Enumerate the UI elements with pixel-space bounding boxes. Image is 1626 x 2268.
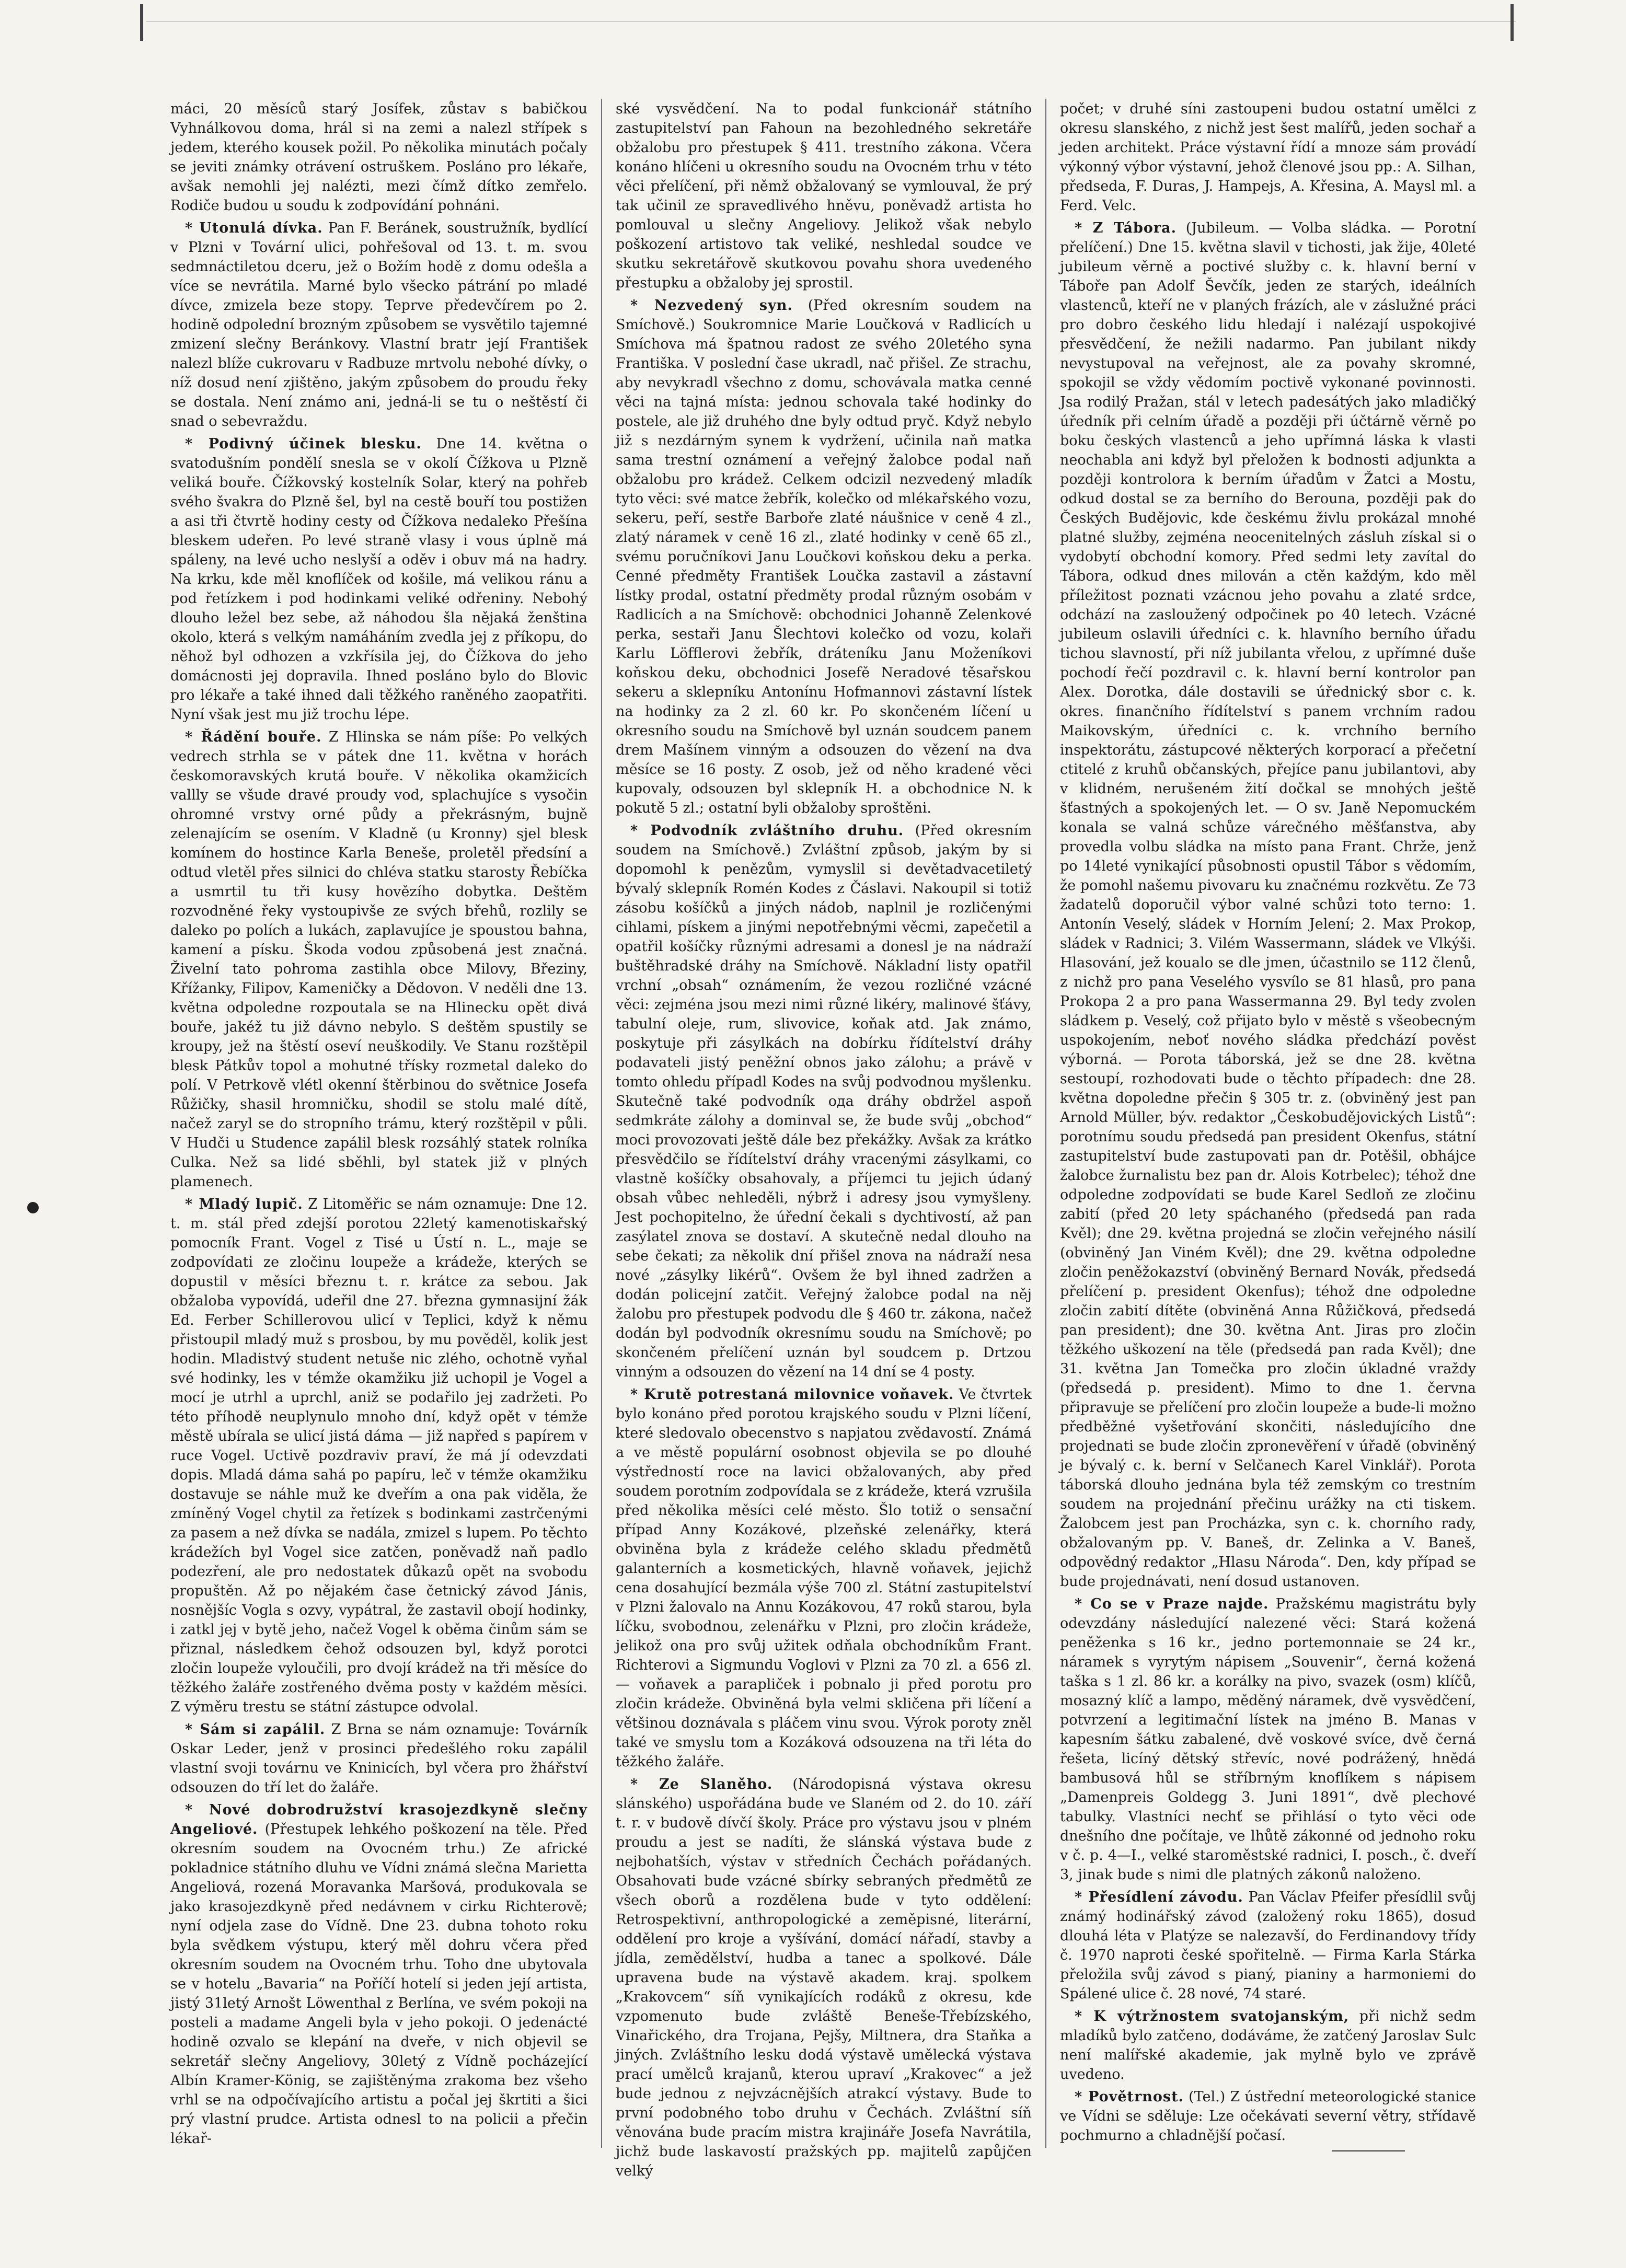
article-text: při nichž sedm mladíků bylo zatčeno, dodáváme, že zatčený Jaroslav Sulc není malířské akademie, jak mylně bylo ve zprávě uvedeno. [1060, 2008, 1476, 2082]
article-paragraph [616, 1775, 1032, 2181]
article-text: Dne 14. května o svatodušním pondělí snesla se v okolí Čížkova u Plzně veliká bouře. Čížkovský kostelník Solar, který na pohřeb svého švakra do Plzně šel, byl na cestě bouří tou postižen a asi tři čtvrtě hodiny cesty od Čížkova nedaleko Přešína bleskem udeřen. Po levé straně vlasy i vous úplně má spáleny, na levé ucho neslyší a oděv i obuv má na hadry. Na krku, kde měl knoflíček od košile, má velikou ránu a pod řetízkem i pod hodinkami veliké odřeniny. Nebohý dlouho ležel bez sebe, až náhodou šla nějaká ženština okolo, která s velkým namáháním zvedla jej z příkopu, do něhož byl odhozen a vzkřísila jej, do Čížkova do jeho domácnosti jej dopravila. Ihned posláno bylo do Blovic pro lékaře a také ihned dali těžkého raněného zaopatřiti. Nyní však jest mu již trochu lépe. [170, 436, 587, 723]
article-text: Z Litoměřic se nám oznamuje: Dne 12. t. m. stál před zdejší porotou 22letý kamenotiskařský pomocník Frant. Vogel z Tisé u Ústí n. L., maje se zodpovídati ze zločinu loupeže a krádeže, kterých se dopustil v měsíci březnu t. r. krátce za sebou. Jak obžaloba vypovídá, udeřil dne 27. března gymnasijní žák Ed. Ferber Schillerovou ulicí v Teplici, když k němu přistoupil mladý muž s prosbou, by mu pověděl, kolik jest hodin. Mladistvý student netuše nic zlého, ochotně vyňal své hodinky, les v témže okamžiku již uchopil je Vogel a mocí je utrhl a uprchl, aniž se podařilo jej zadržeti. Po této příhodě neuplynulo mnoho dní, když opět v témže městě ubírala se ulicí jistá dáma — již napřed s papírem v ruce Vogel. Uctivě pozdraviv praví, že má jí odevzdati dopis. Mladá dáma sahá po papíru, leč v témže okamžiku dostavuje se náhle muž ke dveřím a ona pak viděla, že zmíněný Vogel chytil za řetízek s bodinkami zastrčenými za pasem a než dívka se nadála, zmizel s lupem. Po těchto krádežích byl Vogel sice zatčen, poněvadž naň padlo podezření, ale pro nedostatek důkazů opět na svobodu propuštěn. Až po nějakém čase četnický závod Jánis, nosnějšíc Vogla s ozvy, vypátral, že zastavil obojí hodinky, i zatkl jej v bytě jeho, načež Vogel k oběma činům sám se přiznal, následkem čehož odsouzen byl, když porotci zločin loupeže vyloučili, pro dvojí krádež na tři měsíce do těžkého žaláře zostřeného dvěma posty v každém měsíci. Z výměru trestu se státní zástupce odvolal. [170, 1196, 587, 1715]
article-text: Pan F. Beránek, soustružník, bydlící v Plzni v Tovární ulici, pohřešoval od 13. t. m. svou sedmnáctiletou dceru, jež o Božím hodě z domu odešla a více se nevrátila. Marné bylo všecko pátrání po mladé dívce, zmizela beze stopy. Teprve předevčírem po 2. hodině odpolední brozným způsobem se vysvětilo tajemné zmizení slečny Beránkovy. Vlastní bratr její František nalezl blíže cukrovaru v Radbuze mrtvolu nebohé dívky, o níž dosud není zjištěno, jakým způsobem do proudu řeky se dostala. Není známo ani, jedná-li se tu o neštěstí či snad o sebevraždu. [170, 220, 587, 430]
article-heading: * Nezvedený syn. [630, 297, 793, 314]
article-text: (Před okresním soudem na Smíchově.) Zvláštní způsob, jakým by si dopomohl k penězům, vymyslil si devětadvacetiletý bývalý sklepník Romén Kodes z Čáslavi. Nakoupil si totiž zásobu košíčků a jiných nádob, naplnil je rozličenými cihlami, pískem a jinými nepotřebnými věcmi, zapečetil a opatřil košíčky různými adresami a donesl je na nádraží buštěhradské dráhy na Smíchově. Nákladní listy opatřil vrchní „obsah“ oznámením, že vezou rozličné vzácné věci: zejména jsou mezi nimi různé likéry, malinové šťávy, tabulní oleje, rum, slivovice, koňak atd. Jak známo, poskytuje při zásylkách na dobírku řídítelství dráhy podavateli jistý peněžní obnos jako zálohu; a právě v tomto ohledu případl Kodes na svůj podvodnou myšlenku. Skutečně také podvodník ода dráhy obdržel aspoň sedmkráte zálohy a dominval se, že bude svůj „obchod“ moci provozovati ještě dále bez překážky. Avšak za krátko přesvědčilo se řídítelství dráhy vracenými zásylkami, co vlastně košíčky obsahovaly, a příjemci tu jejich údaný obsah vůbec nehleděli, nýbrž i adresy jsou vymyšleny. Jest pochopitelno, že úřední čekali s dychtivostí, až pan zasýlatel znova se dostaví. A skutečně nedal dlouho na sebe čekati; za několik dní přišel znova na nádraží nesa nové „zásylky likérů“. Ovšem že byl ihned zadržen a dodán policejní zatčit. Veřejný žalobce podal na něj žalobu pro přestupek podvodu dle § 460 tr. zákona, načež dodán byl podvodník okresnímu soudu na Smíchově; po skončeném přelíčení uznán byl soudcem p. Drtzou vinným a odsouzen do vězení na 14 dní se 4 posty. [616, 823, 1032, 1380]
article-heading: * Přesídlení závodu. [1075, 1889, 1243, 1905]
article-paragraph [170, 1720, 587, 1797]
article-text: Z Hlinska se nám píše: Po velkých vedrech strhla se v pátek dne 11. května v horách českomoravských krutá bouře. V několika okamžicích vallly se všude dravé proudy vod, splachujíce s vysočin ohromné vrstvy orné půdy a překrásným, bujně zelenajícím se osením. V Kladně (u Kronny) sjel blesk komínem do hostince Karla Beneše, proletěl předsíní a odtud vletěl přes silnici do chlévа statku starosty Řebíčka a usmrtil tu tři kusy hovězího dobytka. Deštěm rozvodněné řeky vystoupivše ze svých břehů, rozlily se daleko po polích a lukách, zaplavujíce je spoustou bahna, kamení a písku. Škoda vodou způsobená jest značná. Živelní tato pohroma zastihla obce Milovy, Březiny, Křížanky, Filipov, Kameničky a Dědovon. V neděli dne 13. května odpoledne rozpoutala se na Hlinecku opět divá bouře, jakéž tu již dávno nebylo. S deštěm spustily se kroupy, jež na štěstí oseví neuškodily. Ve Stanu rozštěpil blesk Pátkův topol a mohutné třísky rozmetal daleko do polí. V Petrkově vlétl okenní štěrbinou do světnice Josefa Růžičky, shasil hromničku, shodil se stolu malé dítě, načež zaryl se do stropního trámu, který rozštěpil v půli. V Hudči u Studence zapálil blesk rozsáhlý statek rolníka Culka. Než sa lidé sběhli, byl statek již v plných plamenech. [170, 729, 587, 1190]
article-text: (Tel.) Z ústřední meteorologické stanice ve Vídni se sděluje: Lze očekávati severní větry, střídavě pochmurno a chladnější počasí. [1060, 2089, 1476, 2144]
article-heading: * Utonulá dívka. [185, 220, 323, 236]
article-paragraph [1060, 1594, 1476, 1884]
article-paragraph [170, 727, 587, 1191]
article-paragraph [1060, 218, 1476, 1591]
article-paragraph [170, 218, 587, 431]
article-heading: * Z Tábora. [1075, 220, 1177, 236]
column-3 [1045, 99, 1490, 2148]
article-paragraph [1060, 99, 1476, 215]
article-paragraph [1060, 2087, 1476, 2145]
article-heading: * Podivný účinek blesku. [185, 436, 422, 452]
article-paragraph [170, 1800, 587, 2148]
top-rule [146, 21, 1516, 22]
article-text: (Národopisná výstava okresu slánského) uspořádána bude ve Slaném od 2. do 10. září t. r. v budově dívčí školy. Práce pro výstavu jsou v plném proudu a jest se nadíti, že slánská výstava bude z nejbohatších, výstav v středních Čechách pořádaných. Obsahovati bude vzácné sbírky sebraných předmětů ze všech oborů a rozdělena bude v tyto oddělení: Retrospektivní, anthropologické a zeměpisné, literární, oddělení pro kroje a vyšívání, domácí nářadí, stavby a jídla, zemědělství, hudba a tanec a spolkové. Dále upravena bude na výstavě akadem. kraj. spolkem „Krakovcem“ síň vynikajících rodáků z okresu, kde vzpomenuto bude zvláště Beneše-Třebízského, Vinařického, dra Trojana, Pejšy, Miltnera, dra Staňka a jiných. Zvláštního lesku dodá výstavě umělecká výstava prací umělců krajanů, kterou upraví „Krakovec“ a jež bude jednou z nejvzácnějších atrakcí výstavy. Bude to první podobného tobo druhu v Čechách. Zvláštní síň věnována bude pracím mistra krajináře Josefa Navrátila, jichž bude laskavostí pražských pp. majitelů zapůjčen velký [616, 1776, 1032, 2179]
article-paragraph [170, 434, 587, 724]
article-heading: * Sám si zapálil. [185, 1721, 326, 1738]
article-heading: * Řádění bouře. [185, 729, 322, 745]
article-paragraph [1060, 2007, 1476, 2084]
article-paragraph [616, 1385, 1032, 1772]
article-heading: * Povětrnost. [1075, 2089, 1184, 2105]
article-text: počet; v druhé síni zastoupeni budou ostatní umělci z okresu slanského, z nichž jest šest malířů, jeden sochař a jeden architekt. Práce výstavní řídí a mnoze sám provádí výkonný výbor výstavní, jehož členové jsou pp.: A. Silhan, předseda, F. Duras, J. Hampejs, A. Křesina, A. Maysl ml. a Ferd. Velc. [1060, 101, 1476, 214]
article-heading: * Nové dobrodružství krasojezdkyně slečny Angeliové. [170, 1802, 587, 1837]
column-1 [157, 99, 601, 2148]
edge-mark [1510, 4, 1514, 41]
article-text: (Před okresním soudem na Smíchově.) Soukromnice Marie Loučková v Radlicích u Smíchova má špatnou radost ze svého 20letého synа Františka. V poslední čase ukradl, nač přišel. Ze strachu, aby nevykradl všechno z domu, schovávala matka cenné věci na tajná místa: jednou schovala také hodinky do postele, ale již druhého dne byly odtud pryč. Když nebylo již s nezdárným synem k vydržení, učinila naň matka sama trestní oznámení a veřejný žalobce podal naň obžalobu pro krádež. Celkem odcizil nezvedený mladík tyto věci: své matce žebřík, kolečko od mlékařského vozu, sekeru, peří, sestře Barboře zlaté náušnice v ceně 4 zl., zlatý náramek v ceně 16 zl., zlaté hodinky v ceně 65 zl., svému poručníkovi Janu Loučkovi koňskou deku a perka. Cenné předměty František Loučka zastavil a zástavní lístky prodal, ostatní předměty prodal různým osobám v Radlicích a na Smíchově: obchodnici Johanně Zelenkové perka, sestaři Janu Šlechtovi kolečko od vozu, kolaři Karlu Löfflerovi žebřík, dráteníku Janu Moženíkovi koňskou deku, obchodnici Josefě Neradové těsařskou sekeru a sklepníku Antonínu Hofmannovi zástavní lístek na hodinky za 2 zl. 60 kr. Po skončeném líčení u okresního soudu na Smíchově byl uznán soudcem panem drem Mašínem vinným a odsouzen do vězení na dva měsíce se 16 posty. Z osob, jež od něho kradené věci kupovaly, odsouzen byl sklepník H. a obchodnice N. k pokutě 5 zl.; ostatní byli obžaloby sproštěni. [616, 297, 1032, 816]
article-heading: * Ze Slaněho. [630, 1776, 773, 1792]
article-paragraph [170, 1195, 587, 1717]
text-columns [157, 99, 1490, 2179]
article-paragraph [170, 99, 587, 215]
article-paragraph [1060, 1888, 1476, 2004]
article-paragraph [616, 296, 1032, 818]
article-heading: * K výtržnostem svatojanským, [1075, 2008, 1350, 2024]
article-text: Ve čtvrtek bylo konáno před porotou krajského soudu v Plzni líčení, které sledovalo obecenstvo s napjatou zvědavostí. Známá a ve městě populární osobnost objevila se po dlouhé výstředností roce na lavici obžalovaných, aby před soudem porotním zodpovídala se z krádeže, která vzrušila před několika měsíci celé město. Šlo totiž o sensační případ Anny Kozákové, plzeňské zelenářky, která obviněna byla z krádeže celého skladu předmětů galanterních a kosmetických, hlavně voňavek, jejichž cena dosahující bezmála výše 700 zl. Státní zastupitelství v Plzni žalovalo na Annu Kozákovou, 47 roků starou, byla líčku, svobodnou, zelenářku v Plzni, pro zločin krádeže, jelikož ona pro svůj užitek odňala obchodníkům Frant. Richterovi a Sigmundu Voglovi v Plzni za 70 zl. a 656 zl. — voňavek a parapliček i pobnalo ji před porotu pro zločin krádeže. Obviněná byla velmi skličena při líčení a většinou doznávala s pláčem vinu svou. Výrok poroty zněl také ve smyslu tom a Kozáková odsouzena na tři léta do těžkého žaláře. [616, 1386, 1032, 1770]
article-text: Pražskému magistrátu byly odevzdány následující nalezené věci: Stará kožená peněženka s 16 kr., jedno portemonnaie se 24 kr., náramek s vyrytým nápisem „Souvenir“, černá kožená taška s 1 zl. 86 kr. a korálky na pivo, svazek (osm) klíčů, mosazný klíč a lampo, měděný náramek, dvě vysvědčení, potvrzení a legitimační lístek na jméno B. Manas v kapesním šátku zabalené, dvě voskové svíce, dvě černá řešeta, licíný dětský střevíc, nové podrážený, hnědá bambusová hůl se stříbrným knoflíkem s nápisem „Damenpreis Goldegg 3. Juni 1891“, dvě plechové tabulky. Vlastníci nechť se přihlásí o tyto věci ode dnešního dne počítaje, ve lhůtě zákonné od jednoho roku v č. p. 4—I., velké staroměstské radnici, I. posch., č. dveří 3, jinak bude s nimi dle platných zákonů naloženo. [1060, 1596, 1476, 1883]
article-text: (Přestupek lehkého poškození na těle. Před okresním soudem na Ovocném trhu.) Ze africké pokladnice státního dluhu ve Vídni známá slečna Marietta Angeliová, rozená Moravanka Maršová, produkovala se jako krasojezdkyně před nedávnem v cirku Richterově; nyní odjela zase do Vídně. Dne 23. dubna tohoto roku byla svědkem výstupu, který měl dohru včera před okresním soudem na Ovocném trhu. Toho dne ubytovala se v hotelu „Bavaria“ na Poříčí hotelí si jeden její artista, jistý 31letý Arnošt Löwenthal z Berlína, ve svém pokoji na posteli a madame Angeli byla v jeho pokoji. O jedenácté hodině ozvalo se klepání na dveře, v nich objevil se sekretář slečny Angeliovy, 30letý z Vídně pocházející Albín Kramer-König, se zajištěnýma zrakoma bez všeho vrhl se na odpočívajícího artistu a počal jej škrtiti a šici prý vlastní prudce. Artista odnesl to na policii a přečin lékař- [170, 1821, 587, 2147]
article-text: ské vysvědčení. Na to podal funkcionář státního zastupitelství pan Fahoun na bezohledného sekretáře obžalobu pro přestupek § 411. trestního zákona. Včera konáno hlíčeni u okresního soudu na Ovocném trhu v této věci přelíčení, při němž obžalovaný se vymlouval, že prý tak učinil ze spravedlivého hněvu, poněvadž artista ho pomlouval u slečny Angeliovy. Jelikož však nebylo poškození artistovo tak veliké, neshledal soudce ve skutku sekretářově skutkovou povahu shora uvedeného přestupku a obžaloby jej sprostil. [616, 101, 1032, 291]
article-heading: * Krutě potrestaná milovnice voňavek. [630, 1386, 954, 1403]
article-heading: * Mladý lupič. [185, 1196, 303, 1212]
article-text: Z Brna se nám oznamuje: Továrník Oskar Leder, jenž v prosinci předešlého roku zapálil vlastní svoji továrnu ve Kninicích, byl včera pro žhářství odsouzen do tří let do žaláře. [170, 1721, 587, 1796]
end-rule [1332, 2150, 1405, 2151]
article-paragraph [616, 99, 1032, 293]
column-2 [601, 99, 1045, 2179]
article-paragraph [616, 821, 1032, 1382]
article-heading: * Co se v Praze najde. [1075, 1596, 1269, 1612]
binding-hole-mark [27, 1202, 39, 1213]
article-heading: * Podvodník zvláštního druhu. [630, 823, 904, 839]
edge-mark [140, 4, 143, 41]
article-text: máci, 20 měsíců starý Josífek, zůstav s babičkou Vyhnálkovou doma, hrál si na zemi a nalezl střípek s jedem, kterého kousek požil. Po několika minutách počaly se jeviti známky otrávení ostruškem. Posláno pro lékaře, avšak nemohli jej nalézti, mezi čímž dítko zemřelo. Rodiče budou u soudu k zodpovídání pohnáni. [170, 101, 587, 214]
article-text: (Jubileum. — Volba sládka. — Porotní přelíčení.) Dne 15. května slavil v tichosti, jak žije, 40leté jubileum věrně a poctivé služby c. k. hlavní berní v Táboře pan Adolf Ševčík, jeden ze starých, ideálních vlastenců, kteří ne v planých frázích, ale v záslužné práci pro dobro českého lidu hledají i nalézají uspokojivé přesvědčení, že nežili nadarmo. Pan jubilant nikdy nevystupoval na veřejnost, ale za povahy skromné, spokojil se vždy vědomím poctivě vykonané povinnosti. Jsa rodilý Pražan, stál v letech padesátých jako mladičký úředník při celním úřadě a později při účtárně věrně po boku českých vlastenců a jeho upřímná láska k vlasti neochabla ani když byl přeložen k bodnosti adjunkta a později kontrolora k berním úřadům v Žatci a Mostu, odkud dostal se za berního do Berouna, později pak do Českých Budějovic, kde českému živlu prokázal mnohé platné služby, zejména neocenitelných zásluh získal si o vydobytí obchodní komory. Před sedmi lety zavítal do Tábora, odkud dnes milován a ctěn každým, kdo měl příležitost poznati vzácnou jeho povahu a zlaté srdce, odchází na zasloužený odpočinek po 40 letech. Vzácné jubileum oslavili úředníci c. k. hlavního berního úřadu tichou slavností, při níž jubilanta vřelou, z upřímné duše pochodí řečí pozdravil c. k. hlavní berní kontrolor pan Alex. Dorotka, dále dostavili se úřednický sbor c. k. okres. finančního řídítelství s panem vrchním radou Maikovským, úředníci c. k. vrchního berního inspektorátu, zástupcové některých korporací a přečetní ctitelé z kruhů občanských, přejíce panu jubilantovi, aby v klidném, nerušeném žití dočkal se mnohých ještě šťastných a spokojených let. — O sv. Janě Nepomuckém konala se valná schůze várečného měšťanstva, aby provedla volbu sládka na místo pana Frant. Chrže, jenž po 14leté vynikající působnosti opustil Tábor s vědomím, že pomohl našemu pivovaru ku značnému rozkvětu. Ze 73 žadatelů doporučil výbor valné schůzi toto terno: 1. Antonín Veselý, sládek v Horním Jelení; 2. Max Prokop, sládek v Radnici; 3. Vilém Wassermann, sládek ve Vlkýši. Hlasování, jež koualo se dle jmen, účastnilo se 112 členů, z nichž pro pana Veselého vysvílo se 81 hlasů, pro pana Prokopa 2 a pro pana Wassermanna 29. Byl tedy zvolen sládkem p. Veselý, což přijato bylo v městě s všeobecným uspokojením, neboť nového sládka předchází pověst výborná. — Porota táborská, jež se dne 28. května sestoupí, rozhodovati bude o těchto případech: dne 28. května dopoledne přečin § 305 tr. z. (obviněný jest pan Arnold Müller, býv. redaktor „Českobudějovických Listů“: porotnímu soudu předsedá pan president Okenfus, státní zastupitelství bude zastupovati pan dr. Potěšil, obhájce žalobce žurnalistu bez pan dr. Alois Kotrbelec); téhož dne odpoledne zodpovídati se bude Karel Sedloň ze zločinu zabití (před 20 lety spáchaného (předsedá pan rada Kvěl); dne 29. května projedná se zločin veřejného násilí (obviněný Jan Viném Kvěl); dne 29. května odpoledne zločin peněžokazství (obviněný Bernard Novák, předsedá přelíčení p. president Okenfus); téhož dne odpoledne zločin zabití dítěte (obviněná Anna Růžičková, předsedá pan president); dne 30. května Ant. Jiras pro zločin těžkého uškození na těle (předsedá pan rada Kvěl); dne 31. května Jan Tomečka pro zločin úkladné vraždy (předsedá p. president). Mimo to dne 1. června připravuje se přelíčení pro zločin loupeže a bude-li možno předběžné vyšetřování skončiti, následujícího dne projednati se bude zločin zpronevěření v úřadě (obviněný je bývalý c. k. berní v Selčanech Karel Vinklář). Porota táborská dlouho jednána byla též zemským co trestním soudem na projednání přečinu urážky na cti tiskem. Žalobcem jest pan Procházka, syn c. k. chorního rady, obžalovaným pp. V. Baneš, dr. Zelinka a V. Baneš, odpovědný redaktor „Hlasu Národa“. Den, kdy případ se bude projednávati, není dosud ustanoven. [1060, 220, 1476, 1590]
article-text: Pan Václav Pfeifer přesídlil svůj známý hodinářský závod (založený roku 1865), dosud dlouhá léta v Platýze se nalezavší, do Ferdinandovy třídy č. 1970 naproti české spořitelně. — Firma Karla Stárka přeložila svůj závod s pianý, pianiny a harmoniemi do Spálené ulice č. 28 nové, 74 staré. [1060, 1889, 1476, 2002]
